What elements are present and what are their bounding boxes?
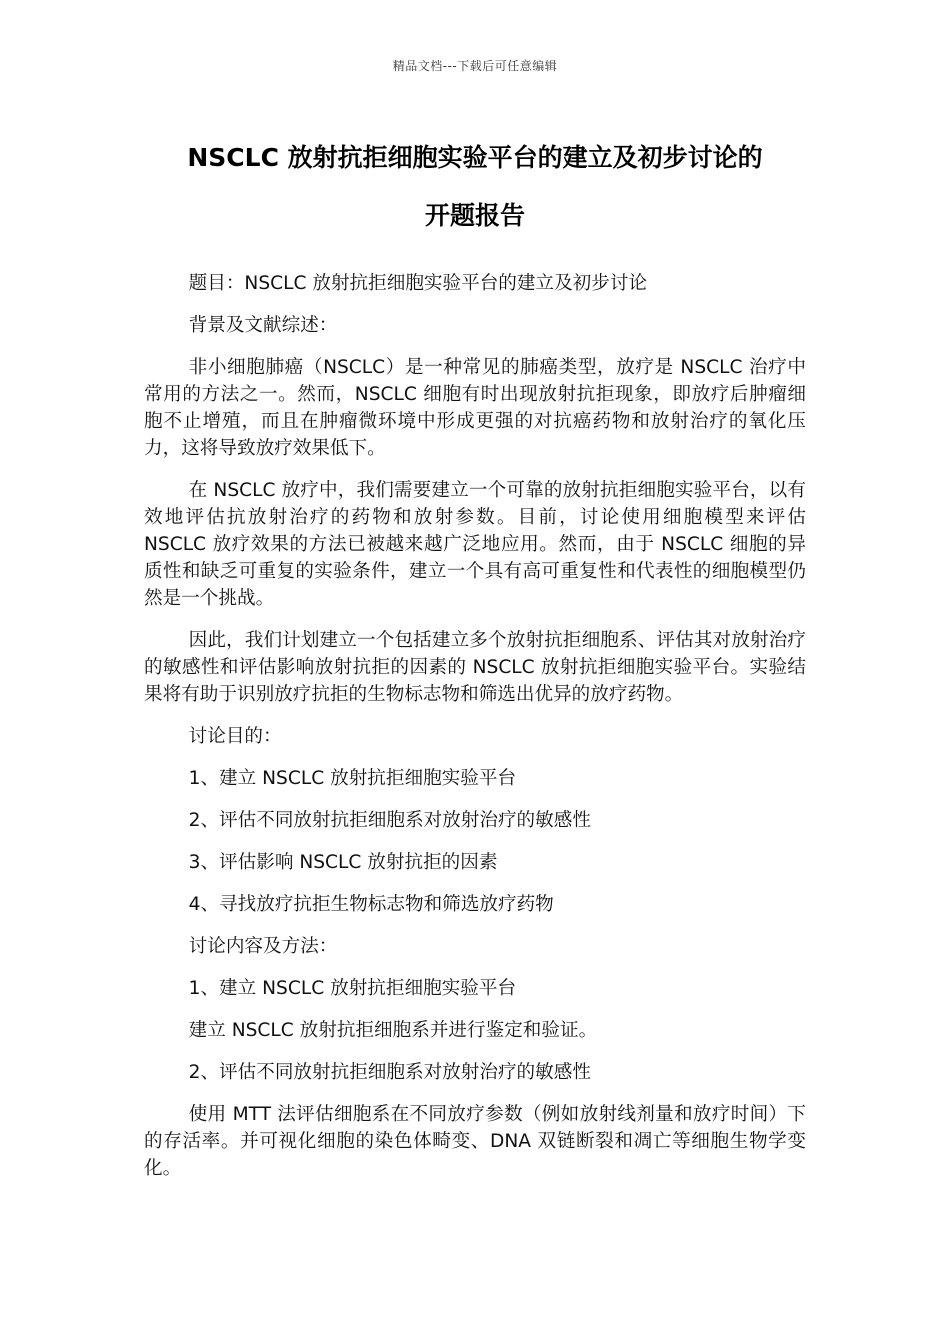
header-note: 精品文档---下载后可任意编辑 xyxy=(392,59,558,73)
method-item-1-text: 建立 NSCLC 放射抗拒细胞系并进行鉴定和验证。 xyxy=(188,1020,598,1041)
objective-item-1: 1、建立 NSCLC 放射抗拒细胞实验平台 xyxy=(188,768,517,789)
objective-item-3: 3、评估影响 NSCLC 放射抗拒的因素 xyxy=(188,852,498,873)
paragraph-intro: 非小细胞肺癌（NSCLC）是一种常见的肺癌类型，放疗是 NSCLC 治疗中常用的方法之一。然而，NSCLC 细胞有时出现放射抗拒现象，即放疗后肿瘤细胞不止增殖，而且在肿瘤微环境中形成更强的对抗癌药物和放射治疗的氧化压力，这将导致放疗效果低下。 xyxy=(144,357,806,459)
method-item-2-title: 2、评估不同放射抗拒细胞系对放射治疗的敏感性 xyxy=(188,1062,591,1083)
section-heading-background: 背景及文献综述： xyxy=(188,315,338,336)
topic-line: 题目：NSCLC 放射抗拒细胞实验平台的建立及初步讨论 xyxy=(188,273,648,294)
objective-item-2: 2、评估不同放射抗拒细胞系对放射治疗的敏感性 xyxy=(188,810,591,831)
objective-item-4: 4、寻找放疗抗拒生物标志物和筛选放疗药物 xyxy=(188,894,554,915)
section-heading-methods: 讨论内容及方法： xyxy=(188,936,338,957)
paragraph-plan: 因此，我们计划建立一个包括建立多个放射抗拒细胞系、评估其对放射治疗的敏感性和评估影响放射抗拒的因素的 NSCLC 放射抗拒细胞实验平台。实验结果将有助于识别放疗抗拒的生物标志物和筛选出优异的放疗药物。 xyxy=(144,630,806,705)
paragraph-platform-need: 在 NSCLC 放疗中，我们需要建立一个可靠的放射抗拒细胞实验平台，以有效地评估抗放射治疗的药物和放射参数。目前，讨论使用细胞模型来评估 NSCLC 放疗效果的方法已被越来越广泛地应用。然而，由于 NSCLC 细胞的异质性和缺乏可重复的实验条件，建立一个具有高可重复性和代表性的细胞模型仍然是一个挑战。 xyxy=(144,480,806,609)
method-item-2-text: 使用 MTT 法评估细胞系在不同放疗参数（例如放射线剂量和放疗时间）下的存活率。并可视化细胞的染色体畸变、DNA 双链断裂和凋亡等细胞生物学变化。 xyxy=(144,1104,806,1179)
document-body xyxy=(144,270,806,1197)
document-title-line-1: NSCLC 放射抗拒细胞实验平台的建立及初步讨论的 xyxy=(187,143,763,172)
document-title-line-2: 开题报告 xyxy=(424,201,525,230)
section-heading-objectives: 讨论目的： xyxy=(188,726,282,747)
method-item-1-title: 1、建立 NSCLC 放射抗拒细胞实验平台 xyxy=(188,978,517,999)
